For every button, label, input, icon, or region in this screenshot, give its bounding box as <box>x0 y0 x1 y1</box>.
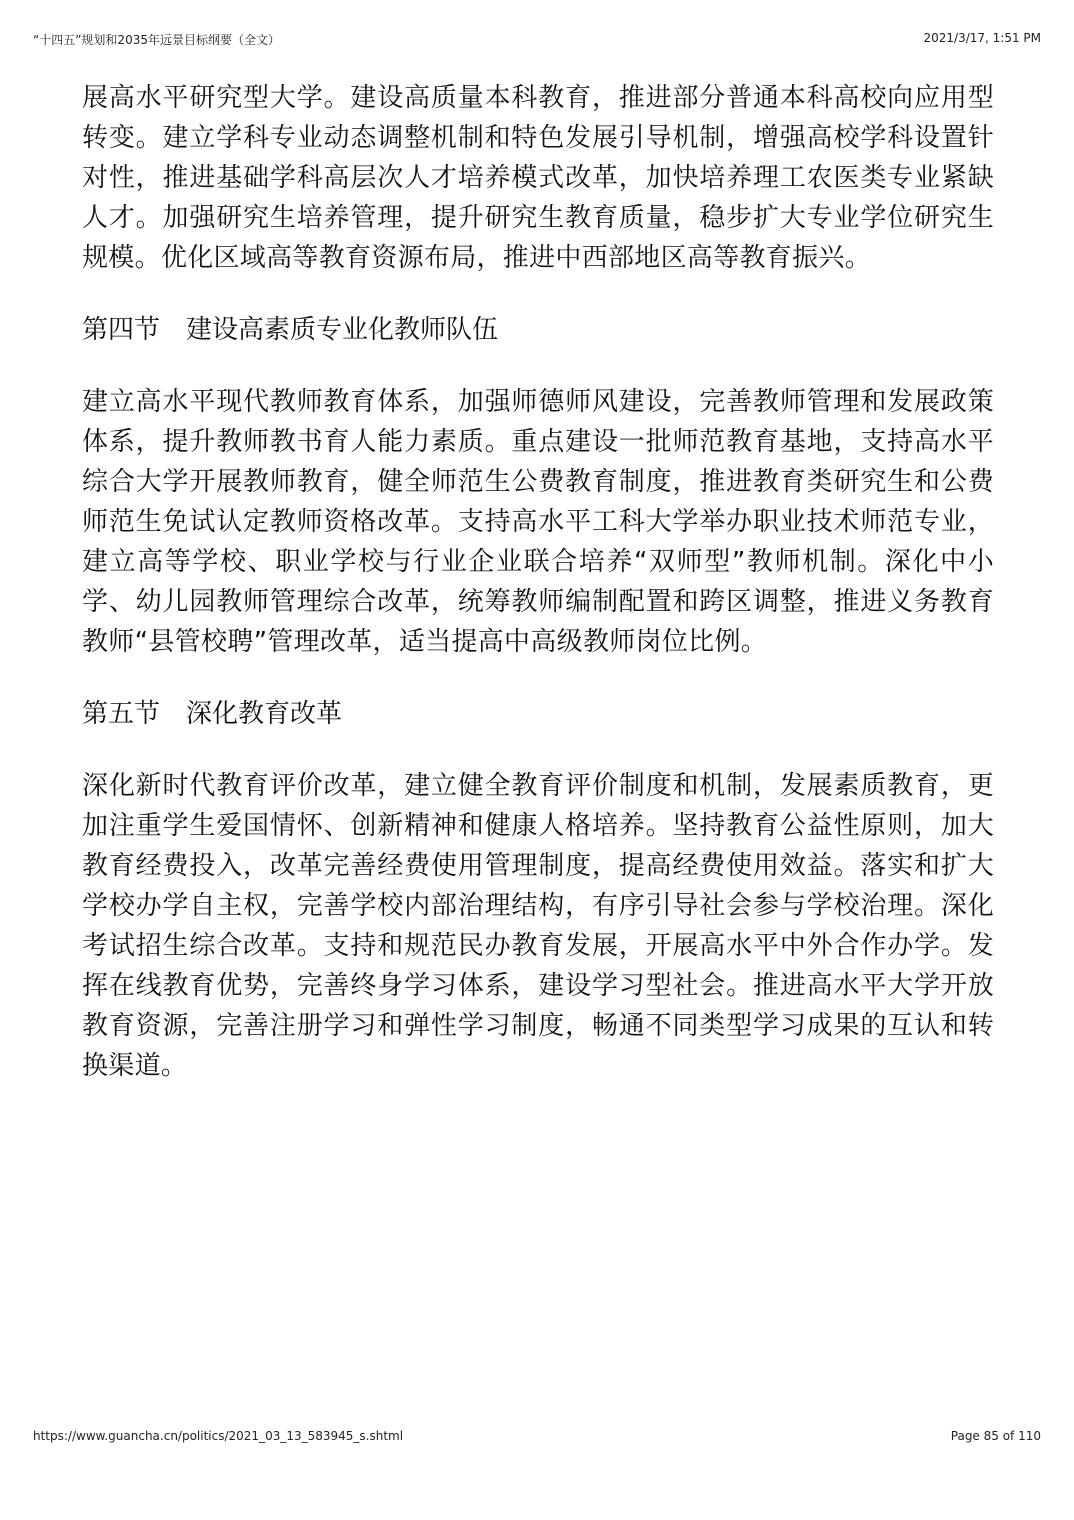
print-header <box>33 31 1041 48</box>
section-heading-5: 第五节 深化教育改革 <box>82 699 343 729</box>
print-datetime: 2021/3/17, 1:51 PM <box>923 31 1041 45</box>
source-url: https://www.guancha.cn/politics/2021_03_13_583945_s.shtml <box>33 1429 404 1443</box>
print-footer <box>33 1429 1041 1443</box>
paragraph-education-reform: 深化新时代教育评价改革，建立健全教育评价制度和机制，发展素质教育，更加注重学生爱国情怀、创新精神和健康人格培养。坚持教育公益性原则，加大教育经费投入，改革完善经费使用管理制度，提高经费使用效益。落实和扩大学校办学自主权，完善学校内部治理结构，有序引导社会参与学校治理。深化考试招生综合改革。支持和规范民办教育发展，开展高水平中外合作办学。发挥在线教育优势，完善终身学习体系，建设学习型社会。推进高水平大学开放教育资源，完善注册学习和弹性学习制度，畅通不同类型学习成果的互认和转换渠道。 <box>82 771 994 1081</box>
document-body <box>82 78 994 1086</box>
page-number: Page 85 of 110 <box>950 1429 1041 1443</box>
document-title: “十四五”规划和2035年远景目标纲要（全文） <box>33 33 280 47</box>
paragraph-higher-education: 展高水平研究型大学。建设高质量本科教育，推进部分普通本科高校向应用型转变。建立学科专业动态调整机制和特色发展引导机制，增强高校学科设置针对性，推进基础学科高层次人才培养模式改革，加快培养理工农医类专业紧缺人才。加强研究生培养管理，提升研究生教育质量，稳步扩大专业学位研究生规模。优化区域高等教育资源布局，推进中西部地区高等教育振兴。 <box>82 83 994 273</box>
section-heading-4: 第四节 建设高素质专业化教师队伍 <box>82 315 499 345</box>
paragraph-teachers: 建立高水平现代教师教育体系，加强师德师风建设，完善教师管理和发展政策体系，提升教师教书育人能力素质。重点建设一批师范教育基地，支持高水平综合大学开展教师教育，健全师范生公费教育制度，推进教育类研究生和公费师范生免试认定教师资格改革。支持高水平工科大学举办职业技术师范专业，建立高等学校、职业学校与行业企业联合培养“双师型”教师机制。深化中小学、幼儿园教师管理综合改革，统筹教师编制配置和跨区调整，推进义务教育教师“县管校聘”管理改革，适当提高中高级教师岗位比例。 <box>82 387 994 657</box>
